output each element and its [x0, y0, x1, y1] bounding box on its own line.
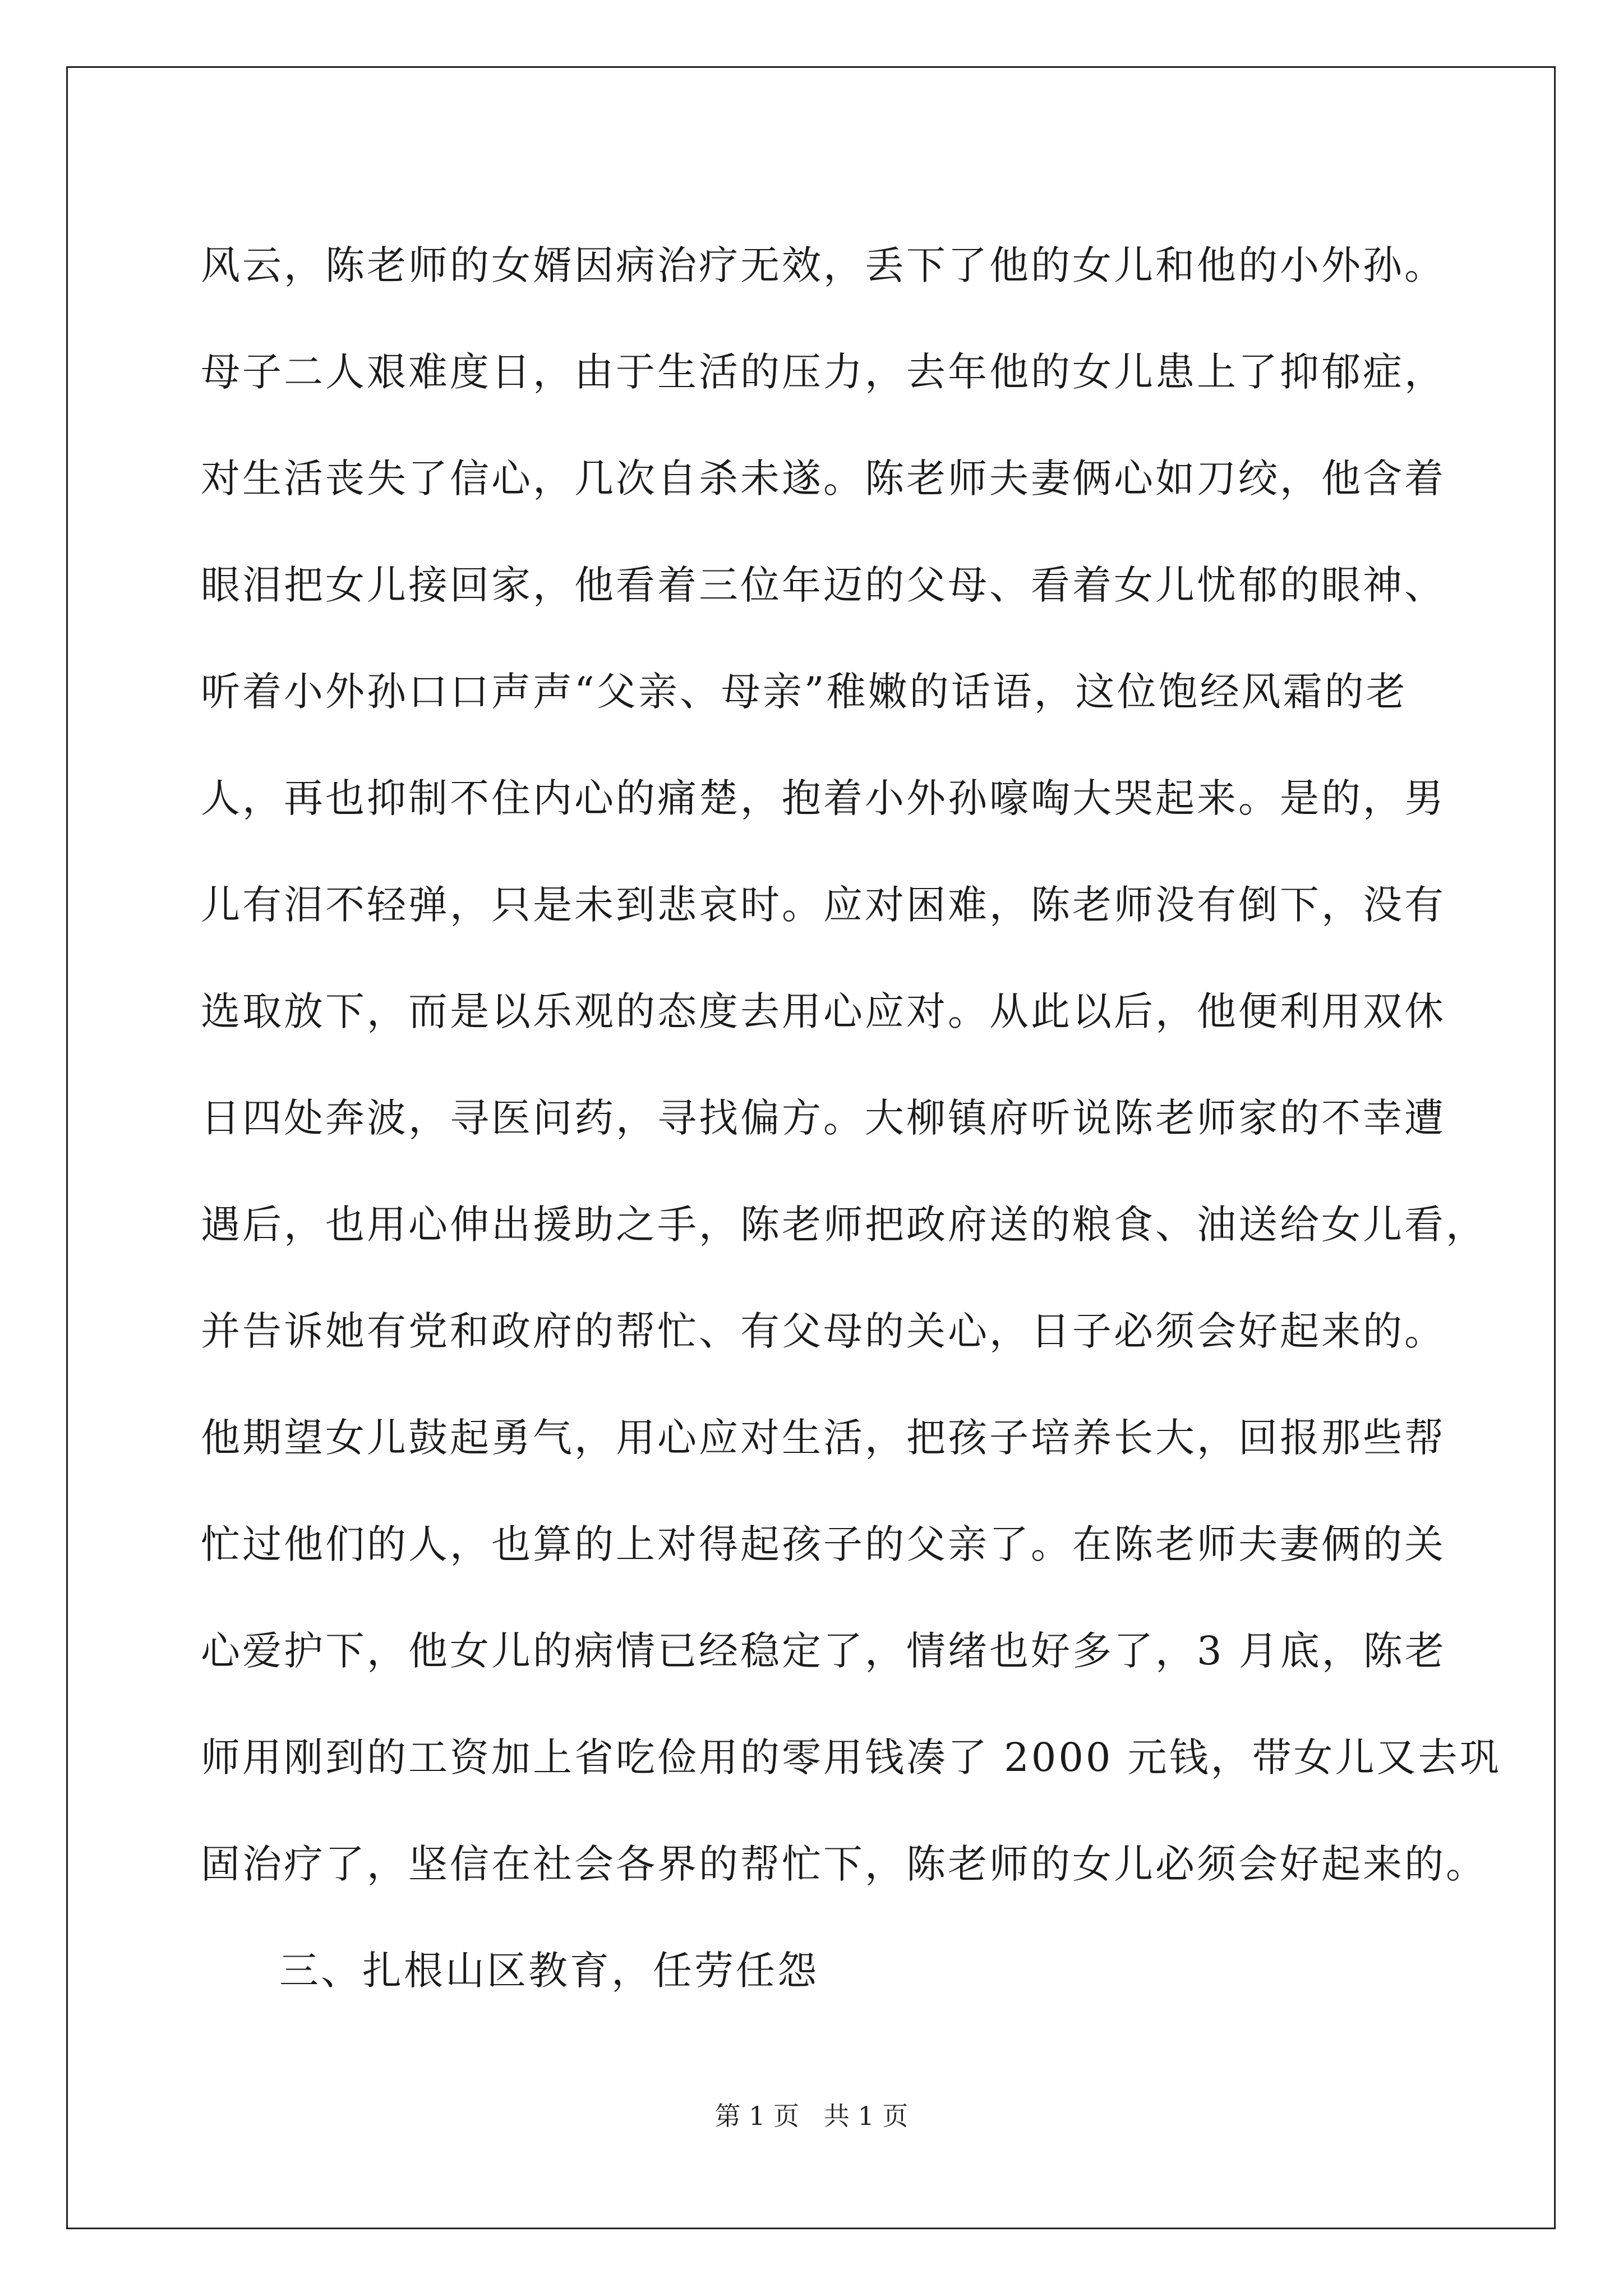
paragraph-line: 对生活丧失了信心，几次自杀未遂。陈老师夫妻俩心如刀绞，他含着 [201, 455, 1446, 501]
paragraph-line: 固治疗了，坚信在社会各界的帮忙下，陈老师的女儿必须会好起来的。 [201, 1841, 1487, 1887]
section-heading: 三、扎根山区教育，任劳任怨 [279, 1948, 819, 1994]
paragraph-line: 母子二人艰难度日，由于生活的压力，去年他的女儿患上了抑郁症， [201, 349, 1446, 395]
paragraph-line: 日四处奔波，寻医问药，寻找偏方。大柳镇府听说陈老师家的不幸遭 [201, 1095, 1446, 1141]
paragraph-line: 眼泪把女儿接回家，他看着三位年迈的父母、看着女儿忧郁的眼神、 [201, 562, 1446, 608]
paragraph-line: 他期望女儿鼓起勇气，用心应对生活，把孩子培养长大，回报那些帮 [201, 1415, 1446, 1461]
paragraph-line: 风云，陈老师的女婿因病治疗无效，丢下了他的女儿和他的小外孙。 [201, 242, 1446, 288]
paragraph-line: 并告诉她有党和政府的帮忙、有父母的关心，日子必须会好起来的。 [201, 1308, 1446, 1354]
paragraph-line: 师用刚到的工资加上省吃俭用的零用钱凑了 2000 元钱，带女儿又去巩 [201, 1734, 1501, 1780]
paragraph-line: 选取放下，而是以乐观的态度去用心应对。从此以后，他便利用双休 [201, 988, 1446, 1034]
paragraph-line: 人，再也抑制不住内心的痛楚，抱着小外孙嚎啕大哭起来。是的，男 [201, 775, 1446, 821]
paragraph-line: 听着小外孙口口声声“父亲、母亲”稚嫩的话语，这位饱经风霜的老 [201, 669, 1408, 715]
paragraph-line: 遇后，也用心伸出援助之手，陈老师把政府送的粮食、油送给女儿看， [201, 1202, 1487, 1248]
page-footer: 第 1 页 共 1 页 [714, 2101, 909, 2131]
paragraph-line: 儿有泪不轻弹，只是未到悲哀时。应对困难，陈老师没有倒下，没有 [201, 882, 1446, 928]
document-body [201, 212, 1501, 2024]
paragraph-line: 心爱护下，他女儿的病情已经稳定了，情绪也好多了，3 月底，陈老 [201, 1628, 1446, 1674]
paragraph-line: 忙过他们的人，也算的上对得起孩子的父亲了。在陈老师夫妻俩的关 [201, 1521, 1446, 1567]
